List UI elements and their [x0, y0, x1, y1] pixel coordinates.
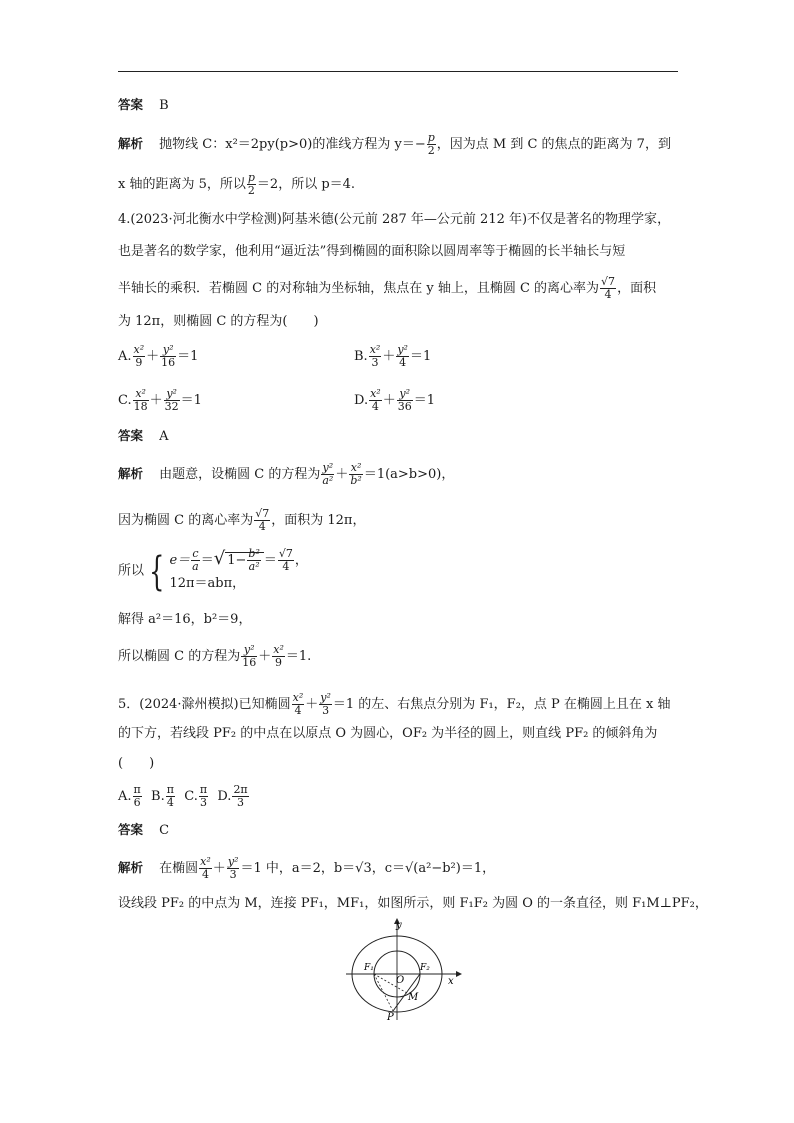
frac-num: b²: [248, 547, 260, 560]
top-rule: [118, 71, 678, 72]
fraction: [600, 276, 616, 301]
label-p: P: [387, 1012, 394, 1023]
frac-num: √7: [278, 547, 293, 560]
analysis-text: ＝1(a>b>0)，: [363, 467, 455, 482]
frac-den: 6: [133, 796, 141, 809]
segment-pf1: [374, 974, 393, 1011]
analysis-text: ，因为点 M 到 C 的焦点的距离为 7，到: [436, 137, 671, 152]
option-tail: ＝1: [413, 393, 436, 408]
option-letter: A.: [118, 789, 132, 804]
question-text: 半轴长的乘积．若椭圆 C 的对称轴为坐标轴，焦点在 y 轴上，且椭圆 C 的离心率为: [118, 281, 600, 296]
analysis-3-line2: [118, 172, 355, 197]
answer-label: 答案: [118, 97, 144, 112]
analysis-text: 抛物线 C：x²＝2py(p>0)的准线方程为 y＝−: [159, 137, 426, 152]
frac-num: x²: [370, 387, 381, 400]
frac-den: 4: [166, 796, 174, 809]
fraction: [247, 172, 256, 197]
analysis-text: x 轴的距离为 5，所以: [118, 177, 246, 192]
system-row-1: [169, 548, 307, 573]
system-text: ＝: [263, 553, 277, 568]
analysis-4-line5: 所以椭圆 C 的方程为 $\frac{\text{y²}}{16}$ ＋ $\frac{\text{x²}}{9}$ ＝1.: [118, 643, 312, 669]
question-text: ＝1 的左、右焦点分别为 F₁，F₂，点 P 在椭圆上且在 x 轴: [332, 697, 671, 712]
frac-num: x²: [273, 643, 284, 656]
option-letter: C.: [184, 789, 198, 804]
analysis-5-line2: 设线段 PF₂ 的中点为 M，连接 PF₁，MF₁，如图所示，则 F₁F₂ 为圆 O 的一条直径，则 F₁M⊥PF₂，: [118, 896, 708, 911]
q4-line1: 4.(2023·河北衡水中学检测)阿基米德(公元前 287 年—公元前 212 年)不仅是著名的物理学家，: [118, 212, 671, 227]
answer-label: 答案: [118, 822, 144, 837]
question-text: 5．(2024·滁州模拟)已知椭圆: [118, 697, 291, 712]
frac-num: x²: [369, 343, 381, 356]
frac-num: 2π: [233, 783, 248, 796]
q4-line4: 为 12π，则椭圆 C 的方程为( ): [118, 314, 319, 329]
analysis-4-line2: [118, 508, 365, 533]
ellipse-figure: [340, 916, 470, 1024]
frac-num: y²: [241, 644, 257, 657]
frac-den: 4: [294, 704, 302, 717]
answer-label: 答案: [118, 428, 144, 443]
frac-den: 3: [199, 796, 207, 809]
frac-num: √7: [601, 275, 616, 288]
answer-value: C: [159, 823, 170, 838]
frac-den: 18: [133, 400, 148, 413]
frac-num: π: [166, 783, 174, 796]
frac-num: x²: [292, 691, 304, 704]
frac-num: p: [427, 131, 435, 144]
system-text: 1−: [227, 553, 247, 568]
q5-options: [118, 784, 250, 809]
frac-den: a²: [322, 474, 334, 487]
sqrt-body: [225, 547, 264, 573]
fraction: [427, 132, 436, 157]
analysis-4-line1: 解析 由题意，设椭圆 C 的方程为 $\frac{\text{y²}}{\text{a²}}$ ＋ $\frac{\text{x²}}{\text{b²}}$ ＝1(a>b>0)，: [118, 461, 455, 487]
q4-line2: 也是著名的数学家，他利用“逼近法”得到椭圆的面积除以圆周率等于椭圆的长半轴长与短: [118, 244, 626, 259]
label-o: O: [396, 975, 405, 986]
frac-den: 32: [164, 400, 179, 413]
label-x: x: [448, 976, 454, 987]
analysis-label: 解析: [118, 136, 144, 151]
left-brace: {: [149, 548, 165, 595]
frac-den: 3: [322, 704, 330, 717]
frac-den: 16: [242, 656, 257, 669]
system-text: ＝: [200, 553, 214, 568]
system-row-2: 12π＝abπ，: [169, 576, 246, 591]
q4-option-c: C. $\frac{\text{x²}}{18}$ ＋ $\frac{\text{y²}}{32}$ ＝1: [118, 387, 202, 413]
analysis-text: ＝1.: [285, 649, 312, 664]
option-tail: ＝1: [177, 349, 199, 364]
frac-den: 36: [397, 400, 412, 413]
frac-den: 9: [135, 356, 143, 369]
q4-option-a: A. $\frac{\text{x²}}{9}$ ＋ $\frac{\text{y²}}{16}$ ＝1: [118, 343, 199, 369]
frac-num: y²: [320, 691, 331, 704]
answer-3: [118, 97, 169, 114]
answer-value: A: [159, 429, 169, 444]
frac-num: p: [247, 171, 255, 184]
frac-num: y²: [160, 344, 176, 357]
system-rows: [169, 548, 307, 595]
frac-den: 4: [371, 400, 379, 413]
frac-num: x²: [133, 388, 149, 401]
frac-num: c: [192, 547, 199, 560]
frac-den: 2: [427, 144, 435, 157]
label-m: M: [408, 992, 419, 1003]
frac-den: 4: [201, 868, 209, 881]
frac-den: 3: [237, 796, 245, 809]
frac-num: x²: [200, 855, 211, 868]
frac-den: 4: [399, 356, 407, 369]
option-letter: B.: [151, 789, 165, 804]
frac-den: 3: [229, 868, 237, 881]
system-text: ，: [294, 553, 308, 568]
system-text: e＝: [169, 553, 191, 568]
frac-den: a: [192, 560, 199, 573]
analysis-text: 由题意，设椭圆 C 的方程为: [159, 467, 321, 482]
analysis-3-line1: [118, 132, 671, 157]
q4-option-b: B. $\frac{\text{x²}}{3}$ ＋ $\frac{\text{y²}}{4}$ ＝1: [354, 343, 432, 369]
option-tail: ＝1: [180, 393, 202, 408]
frac-num: x²: [133, 343, 145, 356]
analysis-label: 解析: [118, 860, 144, 875]
q4-line3: [118, 276, 656, 301]
option-letter: D.: [354, 393, 369, 408]
analysis-text: ＝2，所以 p＝4.: [256, 177, 356, 192]
frac-den: 16: [161, 356, 176, 369]
option-letter: C.: [118, 393, 132, 408]
analysis-label: 解析: [118, 466, 144, 481]
analysis-4-line4: 解得 a²＝16，b²＝9，: [118, 612, 252, 627]
option-letter: B.: [354, 349, 368, 364]
answer-4: [118, 428, 169, 445]
frac-den: 2: [247, 184, 255, 197]
label-f1: F₁: [364, 963, 374, 973]
answer-value: B: [159, 98, 169, 113]
question-text: ，面积: [617, 281, 657, 296]
frac-num: y²: [164, 388, 180, 401]
frac-den: 3: [371, 356, 379, 369]
frac-num: y²: [397, 343, 408, 356]
frac-num: y²: [227, 855, 239, 868]
frac-num: x²: [350, 461, 362, 474]
sqrt-icon: √: [213, 548, 226, 569]
analysis-text: 所以椭圆 C 的方程为: [118, 649, 241, 664]
option-letter: D.: [217, 789, 232, 804]
option-tail: ＝1: [409, 349, 432, 364]
answer-5: [118, 822, 169, 839]
q5-line1: 5．(2024·滁州模拟)已知椭圆 $\frac{\text{x²}}{4}$ ＋ $\frac{\text{y²}}{3}$ ＝1 的左、右焦点分别为 F₁，F₂，点 P 在椭圆上且在 x 轴: [118, 691, 671, 717]
analysis-text: 在椭圆: [159, 861, 199, 876]
analysis-4-system: [118, 548, 308, 604]
label-y: y: [396, 920, 402, 931]
label-f2: F₂: [420, 963, 430, 973]
frac-num: π: [133, 783, 141, 796]
frac-den: 4: [604, 288, 612, 301]
analysis-text: ，面积为 12π，: [271, 513, 366, 528]
analysis-text: ＝1 中，a＝2，b＝√3，c＝√(a²−b²)＝1，: [240, 861, 496, 876]
frac-den: 4: [258, 520, 266, 533]
frac-den: a²: [248, 560, 260, 573]
q5-line2: 的下方，若线段 PF₂ 的中点在以原点 O 为圆心，OF₂ 为半径的圆上，则直线 PF₂ 的倾斜角为: [118, 726, 658, 741]
frac-num: π: [199, 783, 208, 796]
frac-den: 4: [282, 560, 290, 573]
frac-den: b²: [350, 474, 362, 487]
frac-num: √7: [255, 507, 270, 520]
x-axis-arrow-icon: [456, 971, 462, 977]
q4-option-d: D. $\frac{\text{x²}}{4}$ ＋ $\frac{\text{y²}}{36}$ ＝1: [354, 387, 436, 413]
option-letter: A.: [118, 349, 132, 364]
frac-num: y²: [322, 461, 334, 474]
q5-line3: ( ): [118, 756, 155, 771]
analysis-text: 因为椭圆 C 的离心率为: [118, 513, 254, 528]
analysis-5-line1: 解析 在椭圆 $\frac{\text{x²}}{4}$ ＋ $\frac{\text{y²}}{3}$ ＝1 中，a＝2，b＝√3，c＝√(a²−b²)＝1，: [118, 855, 496, 881]
analysis-text: 所以: [118, 563, 145, 579]
frac-num: y²: [397, 388, 413, 401]
frac-den: 9: [275, 656, 283, 669]
